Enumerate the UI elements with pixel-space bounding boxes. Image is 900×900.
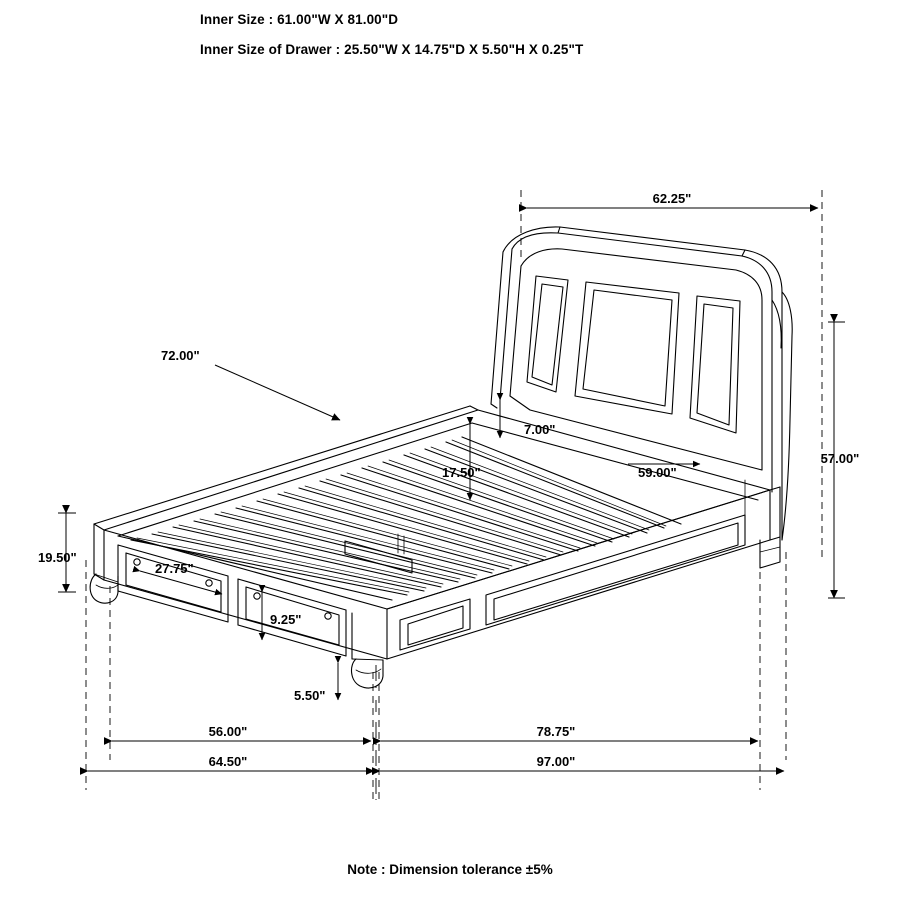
dim-7-00: 7.00" (524, 422, 556, 437)
tolerance-note: Note : Dimension tolerance ±5% (347, 862, 553, 877)
dimension-lines (58, 190, 845, 800)
dim-56-00: 56.00" (208, 724, 248, 739)
dim-19-50: 19.50" (38, 550, 77, 565)
dim-57-00: 57.00" (820, 451, 860, 466)
bed-geometry (90, 227, 792, 688)
dim-78-75: 78.75" (536, 724, 576, 739)
dimension-labels (38, 191, 859, 769)
dim-64-50: 64.50" (208, 754, 248, 769)
dim-62-25: 62.25" (652, 191, 692, 206)
dim-72-00: 72.00" (161, 348, 200, 363)
dim-27-75: 27.75" (155, 561, 194, 576)
inner-size-label: Inner Size : 61.00"W X 81.00"D (200, 12, 399, 27)
dim-17-50: 17.50" (442, 465, 481, 480)
dim-5-50: 5.50" (294, 688, 326, 703)
dim-59-00: 59.00" (638, 465, 677, 480)
dim-9-25: 9.25" (270, 612, 302, 627)
dim-97-00: 97.00" (536, 754, 576, 769)
inner-size-drawer-label: Inner Size of Drawer : 25.50"W X 14.75"D X 5.50"H X 0.25"T (200, 42, 584, 57)
dim-72-leader (215, 365, 340, 420)
